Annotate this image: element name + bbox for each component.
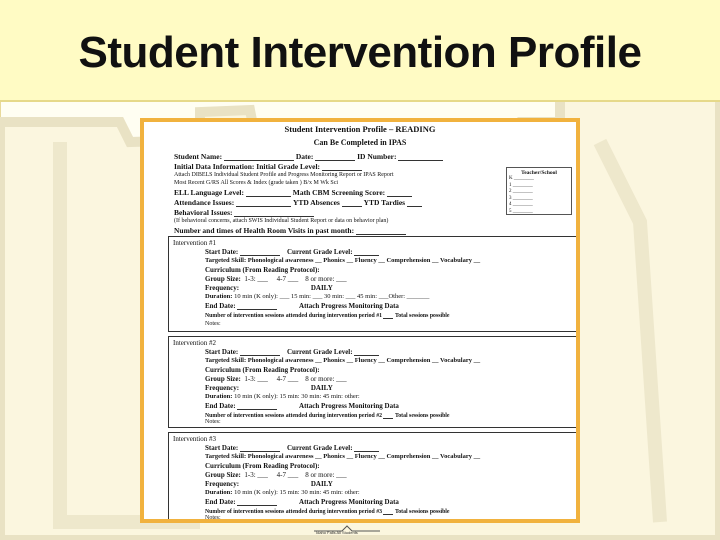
health-row [174, 226, 406, 235]
daily-label: DAILY [310, 284, 333, 292]
attach-pm-label: Attach Progress Monitoring Data [299, 498, 399, 506]
group-size-row [205, 375, 347, 383]
notes-label: Notes: [205, 515, 221, 521]
end-date-label: End Date: [205, 302, 236, 310]
curriculum-label: Curriculum (From Reading Protocol): [205, 366, 320, 374]
ytd-absences-label: YTD Absences [292, 198, 340, 207]
frequency-row [205, 384, 333, 392]
curriculum-label: Curriculum (From Reading Protocol): [205, 462, 320, 470]
frequency-row [205, 480, 333, 488]
behavior-note: (If behavioral concerns, attach SWIS Individual Student Report or data on behavior plan) [174, 218, 389, 224]
initial-data-label: Initial Data Information: [174, 162, 255, 171]
current-grade-label: Current Grade Level: [287, 444, 353, 452]
ytd-tardies-label: YTD Tardies [363, 198, 406, 207]
initial-grade-label: Initial Grade Level: [256, 162, 321, 171]
group-size-label: Group Size: [205, 471, 241, 479]
behavioral-label: Behavioral Issues: [174, 208, 233, 217]
teacher-school-box [506, 167, 572, 215]
group-size-label: Group Size: [205, 375, 241, 383]
curriculum-row [205, 366, 320, 374]
teacher-box-row: 3 ________ [509, 195, 533, 201]
id-number-label: ID Number: [357, 152, 397, 161]
group-1-3: 1-3: ___ [244, 375, 268, 383]
duration-label: Duration: [205, 393, 233, 400]
teacher-box-row: 5 ________ [509, 208, 533, 214]
total-sessions-label: Total sessions possible [394, 413, 450, 419]
group-4-7: 4-7 ___ [276, 471, 299, 479]
intervention-label: Intervention #3 [173, 435, 216, 443]
attendance-row [174, 198, 422, 207]
skills-options: Phonological awareness __ Phonics __ Fluency __ Comprehension __ Vocabulary __ [247, 357, 481, 364]
ell-level-label: ELL Language Level: [174, 188, 245, 197]
attach-dibels-note: Attach DIBELS Individual Student Profile and Progress Monitoring Report or IPAS Report [174, 172, 394, 178]
notes-label: Notes: [205, 419, 221, 425]
ell-row [174, 188, 412, 197]
end-date-label: End Date: [205, 402, 236, 410]
math-cbm-label: Math CBM Screening Score: [292, 188, 386, 197]
attach-pm-label: Attach Progress Monitoring Data [299, 402, 399, 410]
frequency-label: Frequency: [205, 480, 240, 488]
student-name-row [174, 152, 443, 161]
start-date-label: Start Date: [205, 348, 239, 356]
duration-options: 10 min (K only): 15 min: 30 min: 45 min: other: [234, 489, 360, 496]
duration-options: 10 min (K only): 15 min: 30 min: 45 min: other: [234, 393, 360, 400]
total-sessions-label: Total sessions possible [394, 509, 450, 515]
slide-title: Student Intervention Profile [78, 28, 642, 77]
group-1-3: 1-3: ___ [244, 275, 268, 283]
current-grade-label: Current Grade Level: [287, 348, 353, 356]
sessions-row [205, 411, 450, 419]
group-size-row [205, 471, 347, 479]
group-8-more: 8 or more: ___ [305, 471, 347, 479]
initial-data-row [174, 162, 362, 171]
duration-row [205, 293, 429, 300]
start-date-row [205, 348, 379, 356]
date-label: Date: [295, 152, 314, 161]
sessions-label: Number of intervention sessions attended during intervention period #2 [205, 413, 383, 419]
title-bar [0, 0, 720, 102]
skills-options: Phonological awareness __ Phonics __ Fluency __ Comprehension __ Vocabulary __ [247, 453, 481, 460]
group-size-label: Group Size: [205, 275, 241, 283]
teacher-box-row: 4 ________ [509, 202, 533, 207]
intervention-section-3 [168, 432, 580, 522]
footer-text: Idaho Falls All Students [316, 530, 358, 535]
duration-options: 10 min (K only): ___ 15 min: ___ 30 min: ___ 45 min: ___Other: _______ [234, 293, 430, 300]
most-recent-scores: Most Recent G/RS All Scores & Index (grade taken ) B/x M Wk Sci [174, 180, 339, 186]
sessions-label: Number of intervention sessions attended during intervention period #3 [205, 509, 383, 515]
intervention-form-image [140, 118, 580, 523]
notes-label: Notes: [205, 321, 221, 327]
teacher-box-row: 1 ________ [509, 182, 533, 188]
health-visits-label: Number and times of Health Room Visits in past month: [174, 226, 355, 235]
start-date-label: Start Date: [205, 248, 239, 256]
total-sessions-label: Total sessions possible [394, 313, 450, 319]
duration-row [205, 489, 360, 496]
curriculum-row [205, 266, 320, 274]
frequency-label: Frequency: [205, 284, 240, 292]
frequency-row [205, 284, 333, 292]
group-4-7: 4-7 ___ [276, 275, 299, 283]
frequency-label: Frequency: [205, 384, 240, 392]
curriculum-row [205, 462, 320, 470]
teacher-box-row: K ________ [509, 176, 534, 181]
start-date-row [205, 248, 379, 256]
intervention-section-2 [168, 336, 580, 428]
group-8-more: 8 or more: ___ [305, 275, 347, 283]
group-size-row [205, 275, 347, 283]
behavioral-row [174, 208, 314, 217]
sessions-row [205, 311, 450, 319]
current-grade-label: Current Grade Level: [287, 248, 353, 256]
footer-logo-icon [312, 520, 382, 538]
start-date-row [205, 444, 379, 452]
targeted-skill-row [205, 453, 480, 460]
curriculum-label: Curriculum (From Reading Protocol): [205, 266, 320, 274]
intervention-label: Intervention #2 [173, 339, 216, 347]
group-8-more: 8 or more: ___ [305, 375, 347, 383]
end-date-row [205, 302, 399, 310]
attendance-label: Attendance Issues: [174, 198, 235, 207]
form-subheading: Can Be Completed in IPAS [313, 138, 407, 147]
sessions-label: Number of intervention sessions attended during intervention period #1 [205, 313, 383, 319]
group-4-7: 4-7 ___ [276, 375, 299, 383]
start-date-label: Start Date: [205, 444, 239, 452]
teacher-box-title: Teacher/School [521, 170, 557, 176]
attach-pm-label: Attach Progress Monitoring Data [299, 302, 399, 310]
duration-label: Duration: [205, 293, 233, 300]
form-heading: Student Intervention Profile – READING [284, 124, 436, 134]
duration-label: Duration: [205, 489, 233, 496]
group-1-3: 1-3: ___ [244, 471, 268, 479]
intervention-label: Intervention #1 [173, 239, 216, 247]
targeted-skill-row [205, 357, 480, 364]
targeted-skill-label: Targeted Skill: [205, 357, 247, 364]
targeted-skill-row [205, 257, 480, 264]
end-date-row [205, 498, 399, 506]
sessions-row [205, 507, 450, 515]
targeted-skill-label: Targeted Skill: [205, 453, 247, 460]
end-date-row [205, 402, 399, 410]
skills-options: Phonological awareness __ Phonics __ Fluency __ Comprehension __ Vocabulary __ [247, 257, 481, 264]
daily-label: DAILY [310, 480, 333, 488]
intervention-section-1 [168, 236, 580, 332]
teacher-box-row: 2 ________ [509, 189, 533, 194]
daily-label: DAILY [310, 384, 333, 392]
end-date-label: End Date: [205, 498, 236, 506]
student-name-label: Student Name: [174, 152, 223, 161]
duration-row [205, 393, 360, 400]
targeted-skill-label: Targeted Skill: [205, 257, 247, 264]
